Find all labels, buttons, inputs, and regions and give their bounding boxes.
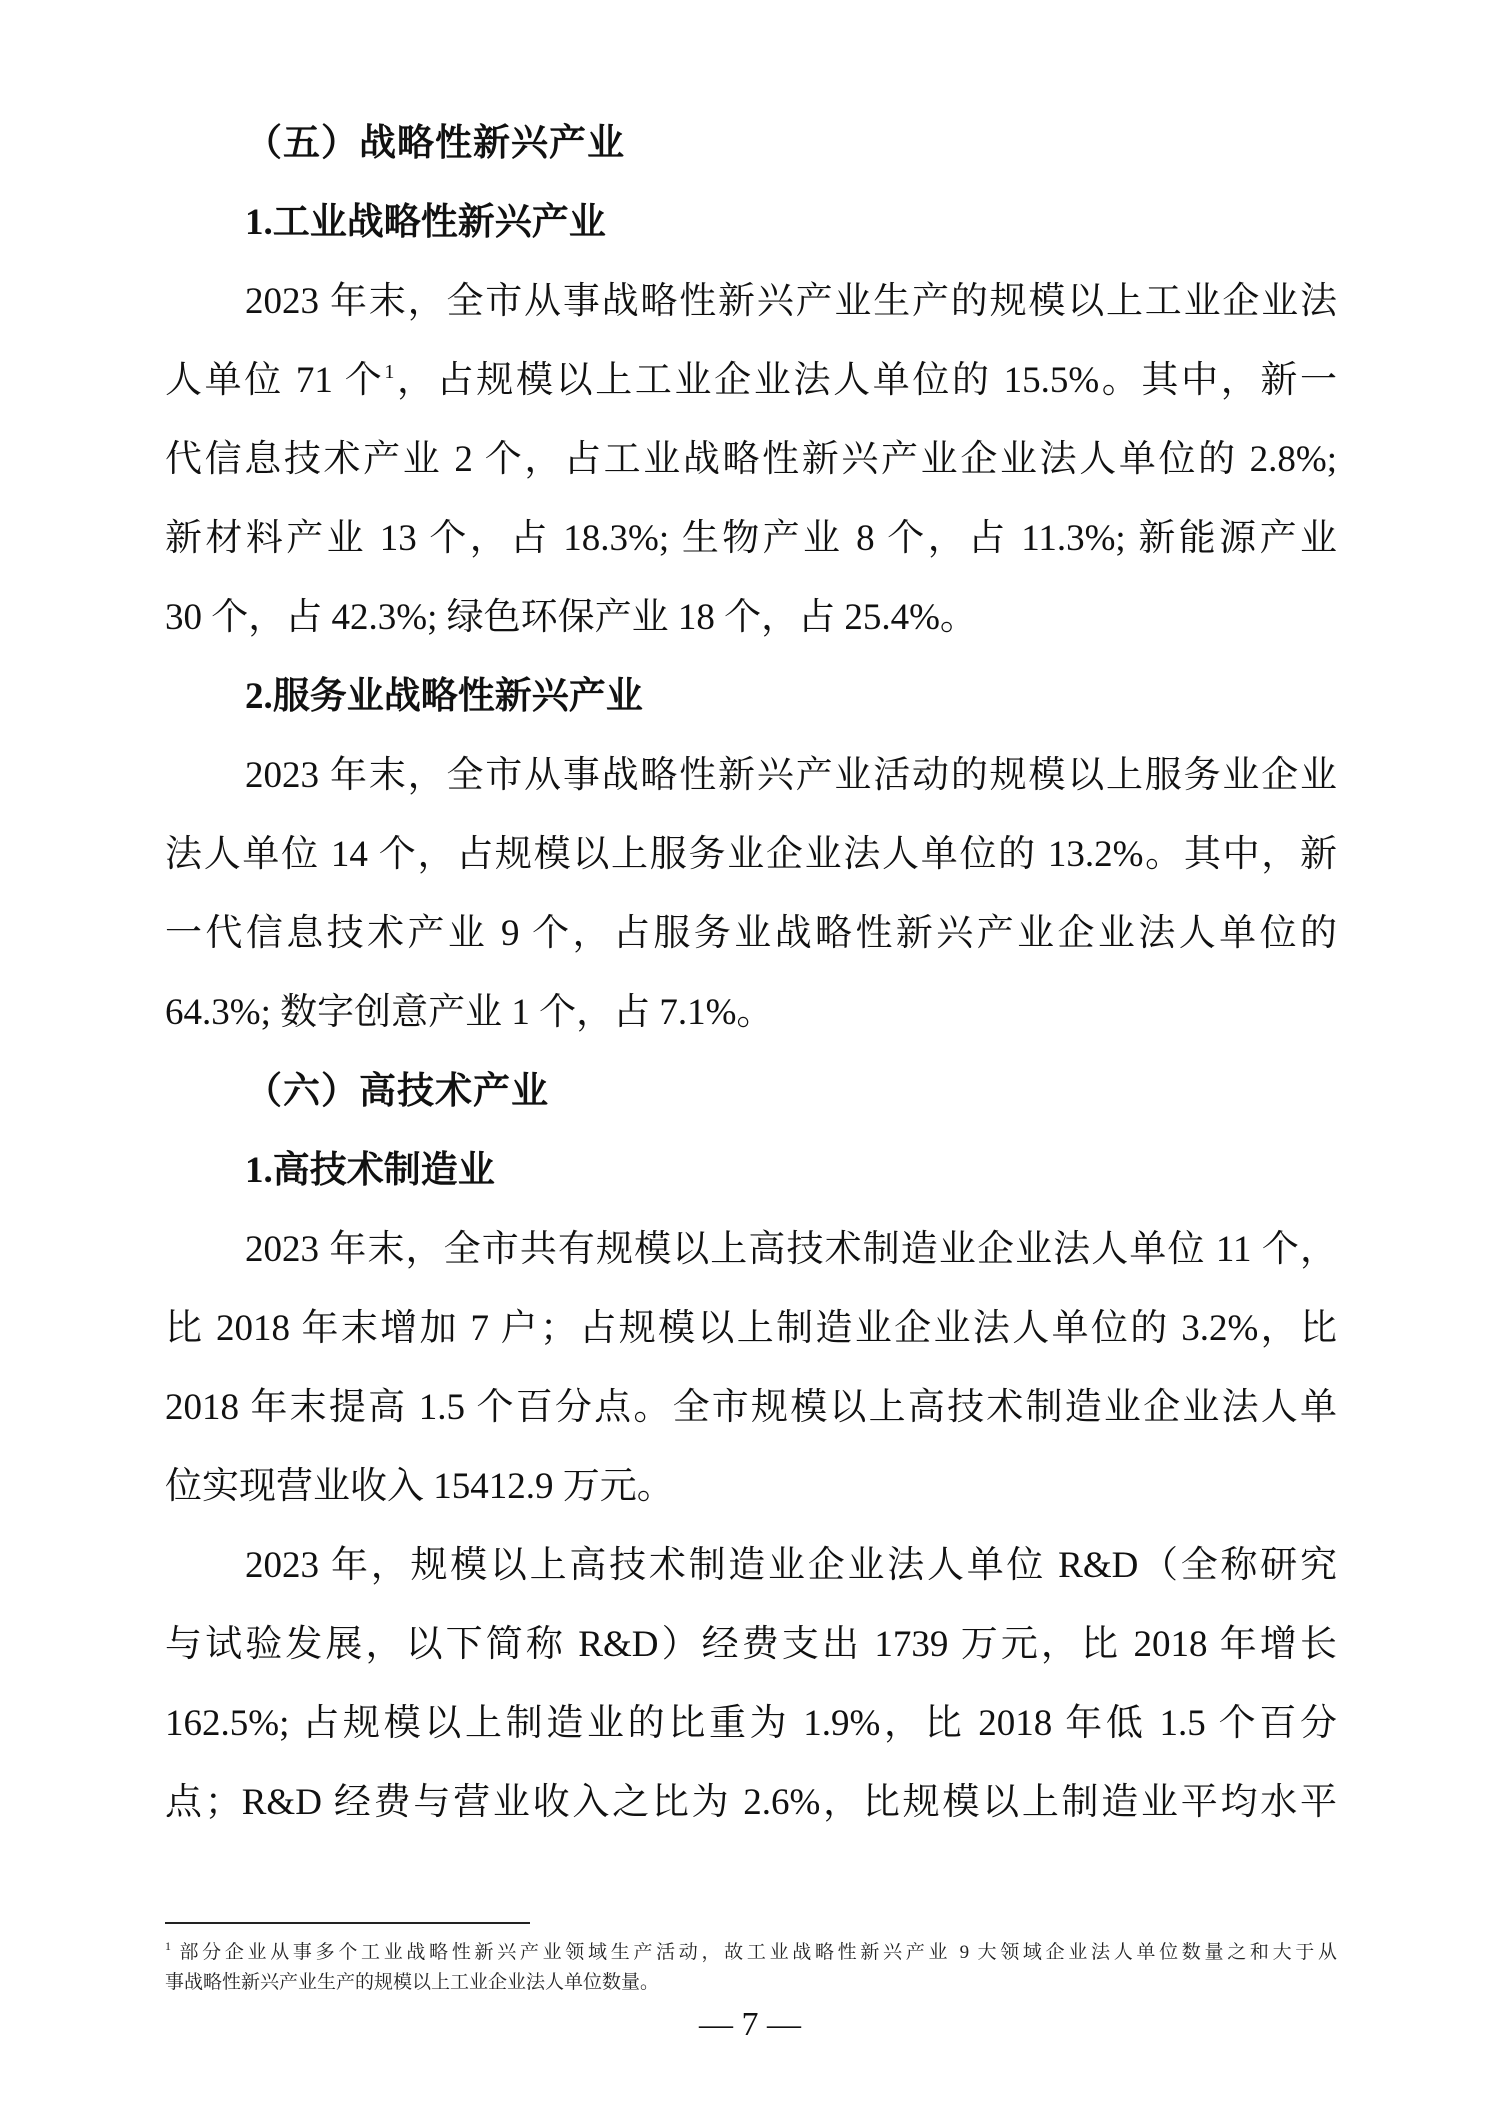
paragraph-line: 与试验发展，以下简称 R&D）经费支出 1739 万元，比 2018 年增长 [165, 1624, 1337, 1665]
paragraph-line: 2023 年末，全市从事战略性新兴产业活动的规模以上服务业企业 [245, 755, 1337, 796]
subsection-heading-industrial: 1.工业战略性新兴产业 [245, 202, 606, 243]
section-heading-6: （六）高技术产业 [245, 1071, 549, 1112]
paragraph-line: 2023 年末，全市从事战略性新兴产业生产的规模以上工业企业法 [245, 281, 1337, 322]
text-span: ，占规模以上工业企业法人单位的 15.5%。其中，新一 [394, 360, 1338, 401]
page-number: — 7 — [699, 2006, 801, 2043]
paragraph-line: 64.3%; 数字创意产业 1 个，占 7.1%。 [165, 992, 774, 1033]
paragraph-line: 法人单位 14 个，占规模以上服务业企业法人单位的 13.2%。其中，新 [165, 834, 1337, 875]
subsection-heading-services: 2.服务业战略性新兴产业 [245, 676, 643, 717]
footnote-divider [165, 1922, 530, 1924]
paragraph-line: 2023 年，规模以上高技术制造业企业法人单位 R&D（全称研究 [245, 1545, 1337, 1586]
paragraph-line: 30 个，占 42.3%; 绿色环保产业 18 个，占 25.4%。 [165, 597, 977, 638]
paragraph-line: 新材料产业 13 个，占 18.3%; 生物产业 8 个，占 11.3%; 新能源产业 [165, 518, 1337, 559]
footnote-text: 部分企业从事多个工业战略性新兴产业领域生产活动，故工业战略性新兴产业 9 大领域企业法人单位数量之和大于从 [179, 1942, 1337, 1963]
footnote-line: 事战略性新兴产业生产的规模以上工业企业法人单位数量。 [165, 1972, 660, 1993]
paragraph-line: 一代信息技术产业 9 个，占服务业战略性新兴产业企业法人单位的 [165, 913, 1337, 954]
subsection-heading-hightech: 1.高技术制造业 [245, 1150, 495, 1191]
paragraph-line: 点；R&D 经费与营业收入之比为 2.6%，比规模以上制造业平均水平 [165, 1782, 1337, 1823]
paragraph-line: 2018 年末提高 1.5 个百分点。全市规模以上高技术制造业企业法人单 [165, 1387, 1337, 1428]
footnote-ref[interactable]: 1 [384, 361, 395, 383]
footnote-line [165, 1940, 1337, 1966]
paragraph-line: 162.5%; 占规模以上制造业的比重为 1.9%，比 2018 年低 1.5 个百分 [165, 1703, 1337, 1744]
paragraph-line: 代信息技术产业 2 个，占工业战略性新兴产业企业法人单位的 2.8%; [165, 439, 1337, 480]
text-span: 人单位 71 个 [165, 360, 385, 401]
section-heading-5: （五）战略性新兴产业 [245, 123, 625, 164]
paragraph-line: 2023 年末，全市共有规模以上高技术制造业企业法人单位 11 个， [245, 1229, 1337, 1270]
paragraph-line [165, 359, 1337, 403]
footnote-marker: 1 [165, 1939, 171, 1953]
paragraph-line: 位实现营业收入 15412.9 万元。 [165, 1466, 674, 1507]
paragraph-line: 比 2018 年末增加 7 户；占规模以上制造业企业法人单位的 3.2%，比 [165, 1308, 1337, 1349]
